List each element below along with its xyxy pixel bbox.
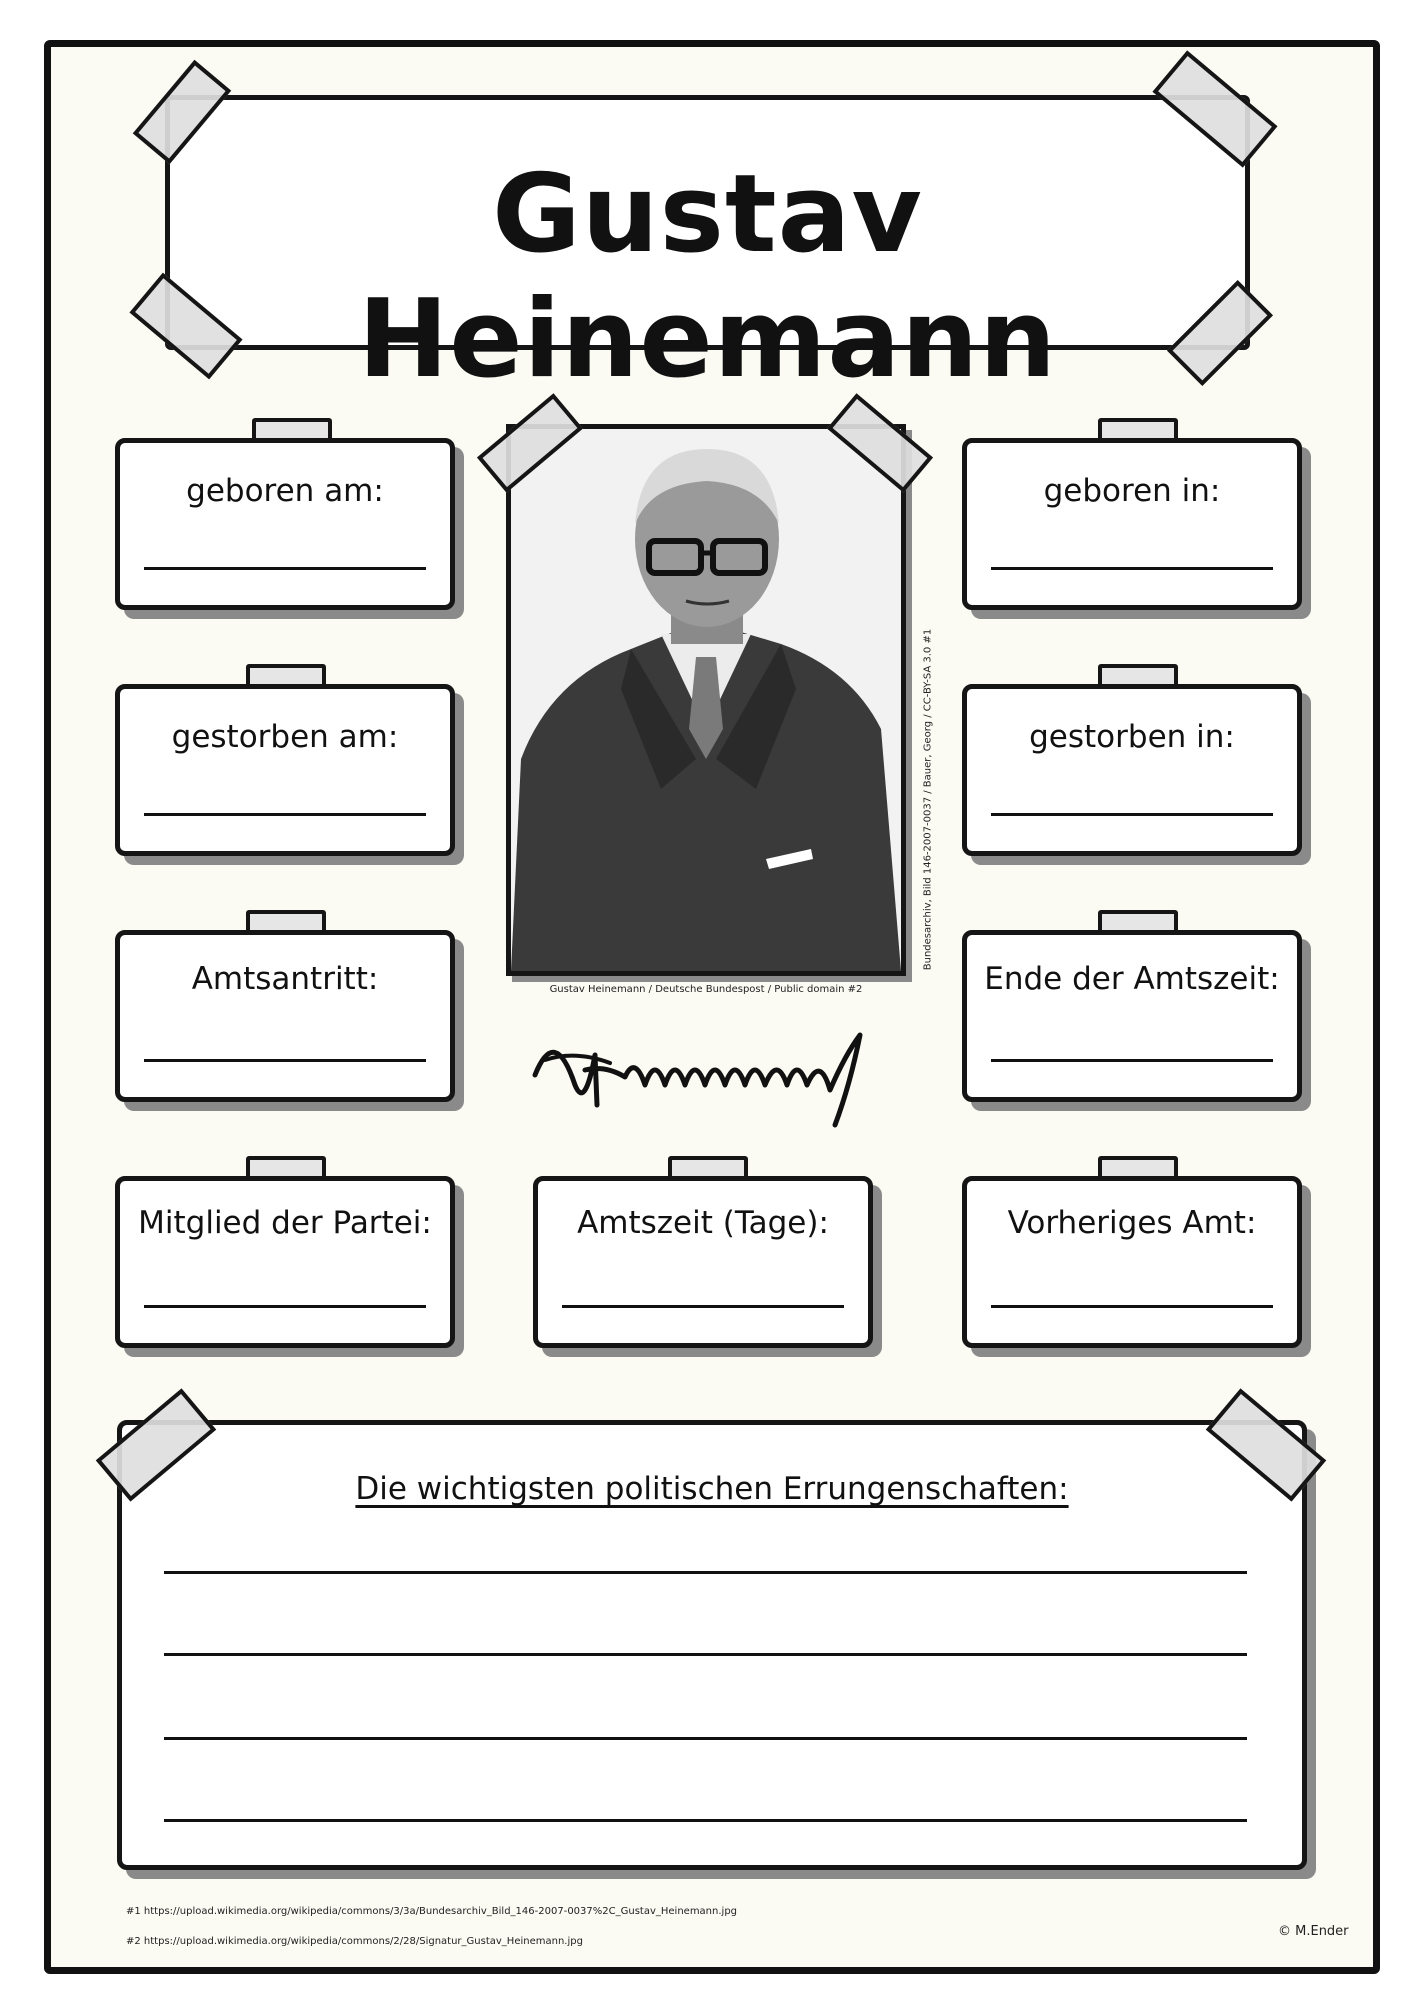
gestorben-in-label: gestorben in:: [1029, 719, 1235, 755]
footnote-1: #1 https://upload.wikimedia.org/wikipedia/commons/3/3a/Bundesarchiv_Bild_146-2007-0037%2C_Gustav_Heinemann.jpg: [126, 1906, 738, 1917]
achievements-title: Die wichtigsten politischen Errungenschaften:: [355, 1471, 1069, 1507]
card-vorheriges-amt: [962, 1176, 1302, 1348]
card-gestorben-am: [115, 684, 455, 856]
card-ende-amtszeit: [962, 930, 1302, 1102]
card-amtsantritt: [115, 930, 455, 1102]
title-box: [165, 95, 1250, 402]
geboren-in-label: geboren in:: [1043, 473, 1221, 509]
answer-line: [991, 1305, 1273, 1308]
card-partei: [115, 1176, 455, 1348]
signature-image: [515, 1015, 890, 1135]
answer-line: [991, 1059, 1273, 1062]
amtszeit-tage-label: Amtszeit (Tage):: [577, 1205, 829, 1241]
page-title: Gustav Heinemann: [358, 152, 1057, 402]
partei-label: Mitglied der Partei:: [138, 1205, 432, 1241]
gestorben-am-label: gestorben am:: [171, 719, 399, 755]
card-geboren-in: [962, 438, 1302, 610]
answer-line: [164, 1571, 1247, 1574]
vorheriges-amt-label: Vorheriges Amt:: [1007, 1205, 1257, 1241]
footnote-2: #2 https://upload.wikimedia.org/wikipedia/commons/2/28/Signatur_Gustav_Heinemann.jpg: [126, 1936, 583, 1947]
answer-line: [144, 813, 426, 816]
amtsantritt-label: Amtsantritt:: [191, 961, 379, 997]
answer-line: [164, 1819, 1247, 1822]
answer-line: [991, 813, 1273, 816]
answer-line: [144, 1305, 426, 1308]
ende-amtszeit-label: Ende der Amtszeit:: [984, 961, 1280, 997]
answer-line: [144, 567, 426, 570]
card-gestorben-in: [962, 684, 1302, 856]
portrait-image: [511, 429, 901, 971]
card-geboren-am: [115, 438, 455, 610]
answer-line: [164, 1653, 1247, 1656]
answer-line: [164, 1737, 1247, 1740]
portrait-photo: [506, 424, 906, 976]
answer-line: [144, 1059, 426, 1062]
answer-line: [991, 567, 1273, 570]
card-amtszeit-tage: [533, 1176, 873, 1348]
answer-line: [562, 1305, 844, 1308]
geboren-am-label: geboren am:: [186, 473, 384, 509]
copyright: © M.Ender: [1278, 1924, 1349, 1939]
photo-credit-vertical: Bundesarchiv, Bild 146-2007-0037 / Bauer, Georg / CC-BY-SA 3.0 #1: [922, 628, 934, 971]
photo-caption: Gustav Heinemann / Deutsche Bundespost / Public domain #2: [549, 984, 863, 995]
achievements-box: [117, 1420, 1307, 1870]
